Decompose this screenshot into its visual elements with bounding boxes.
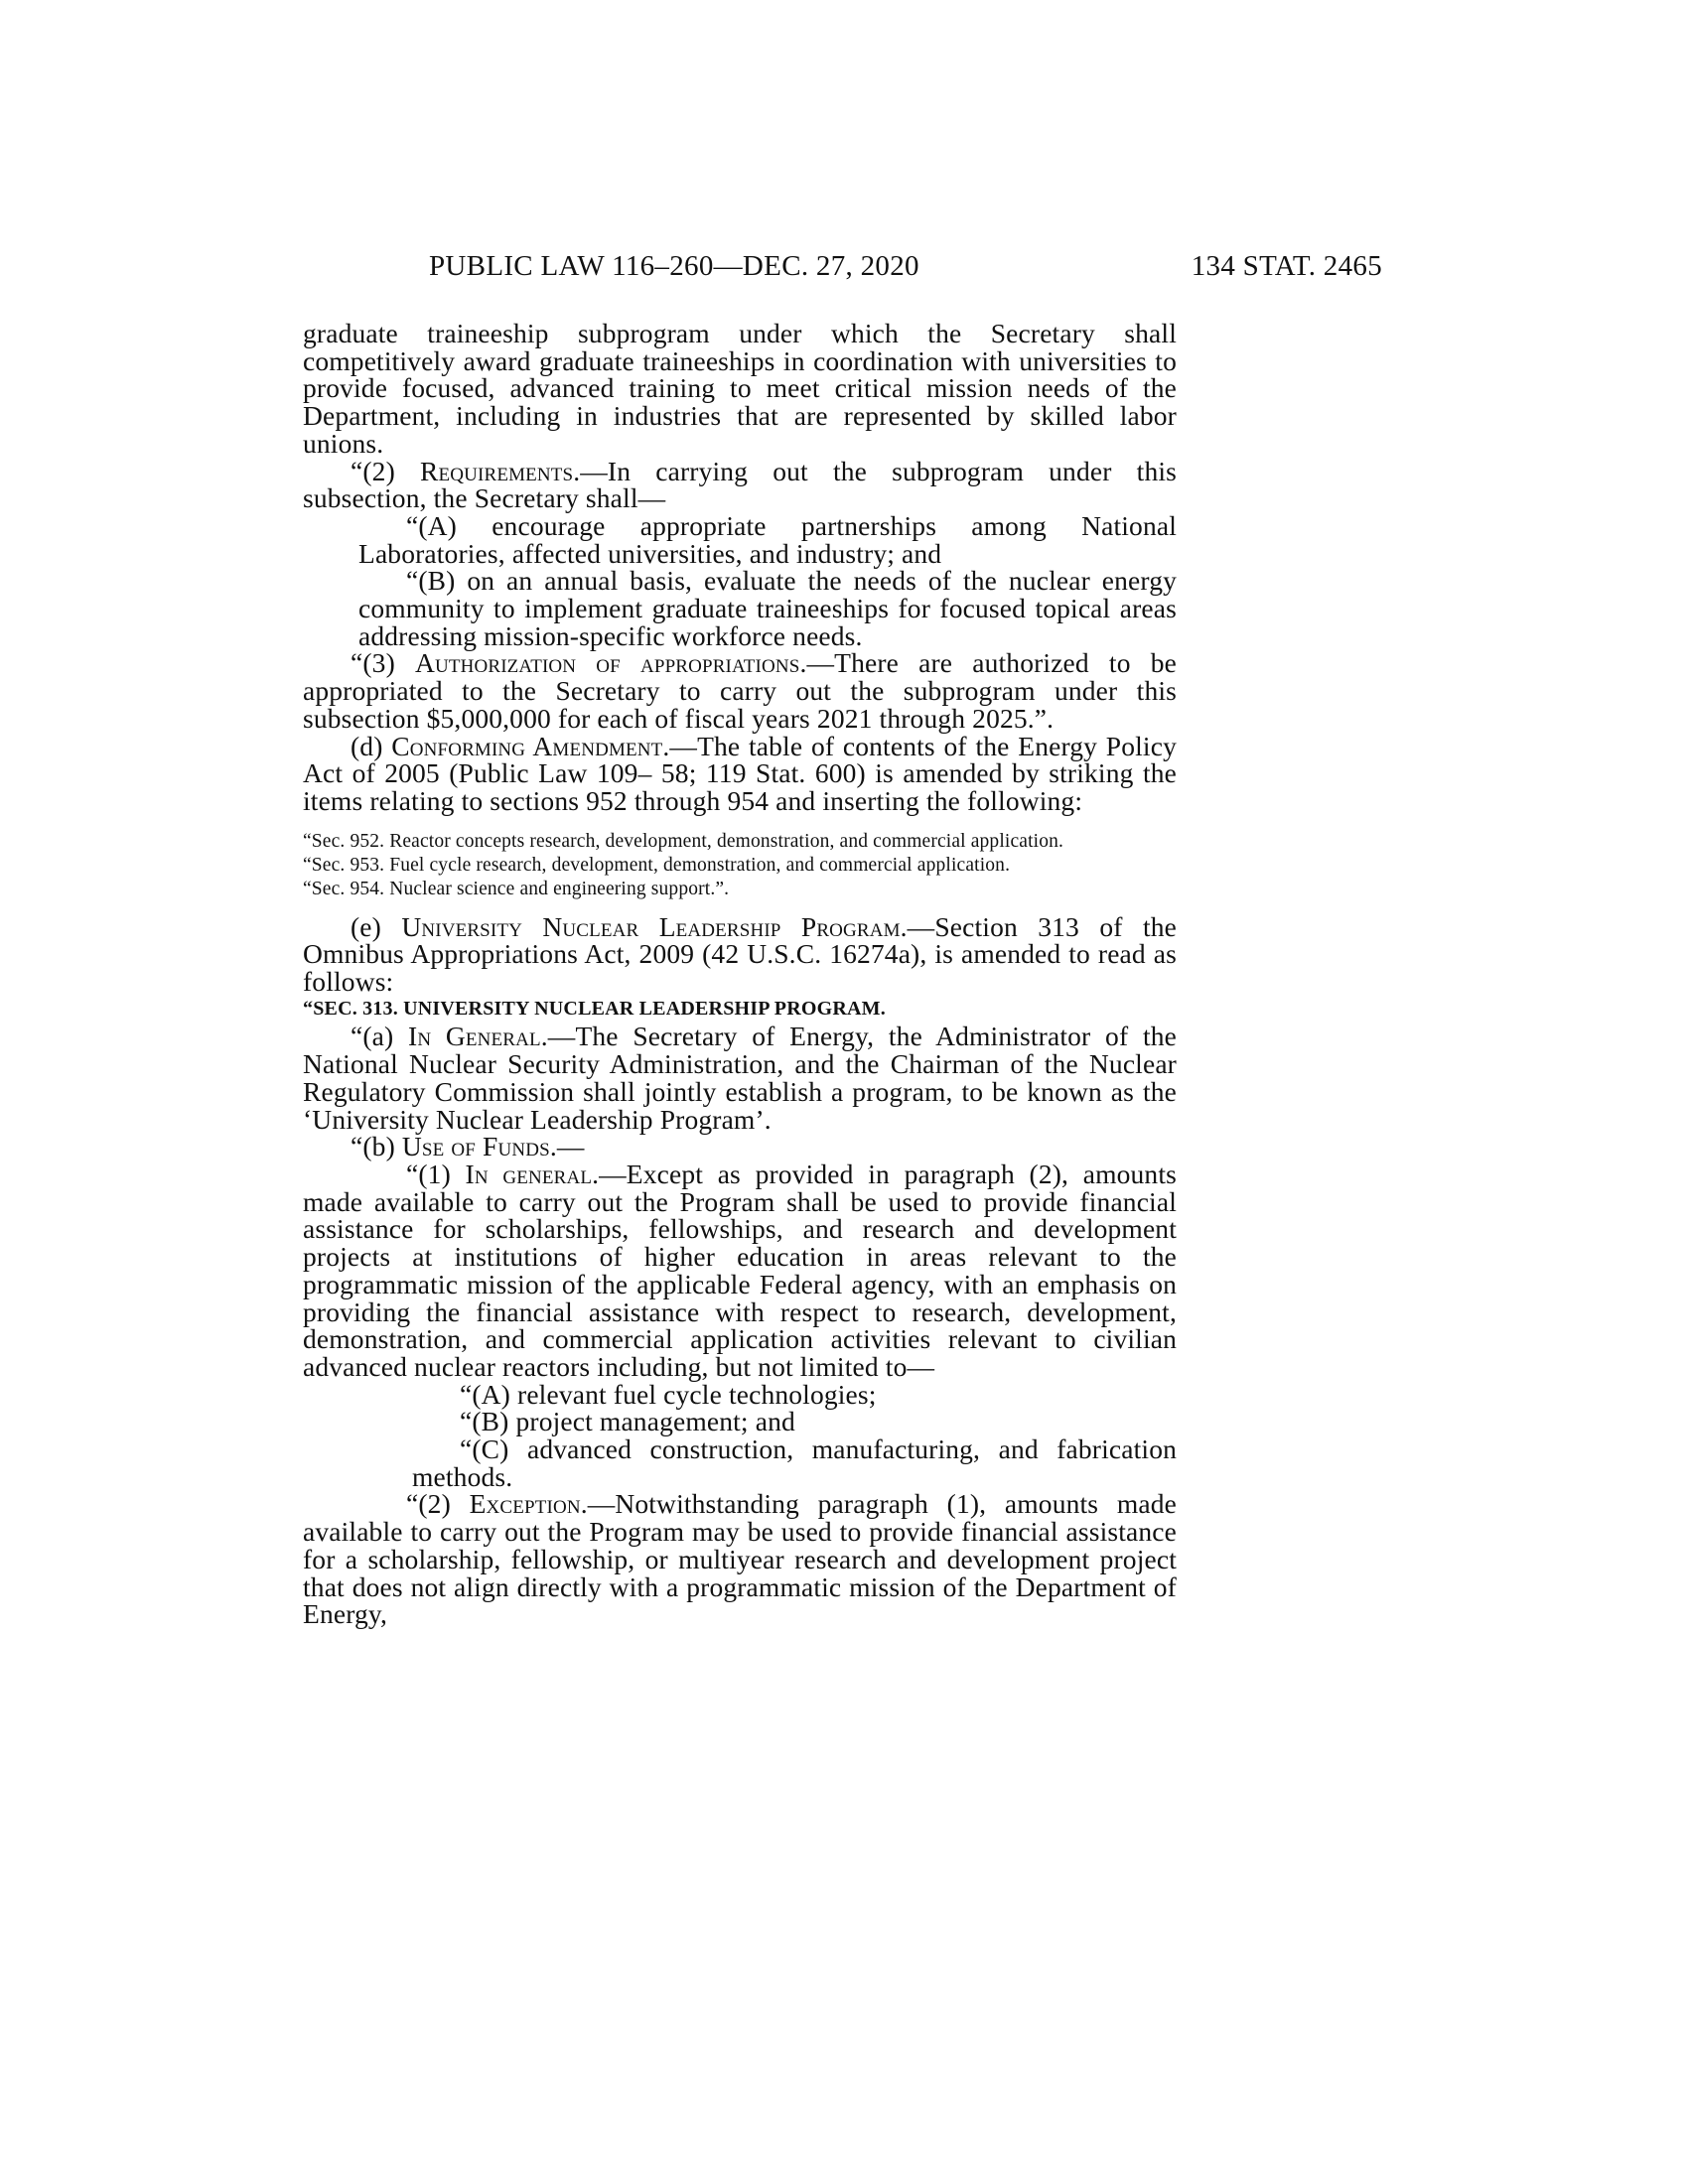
header-stat-page: 134 STAT. 2465 [1191, 250, 1382, 282]
table-of-contents-insert [303, 831, 1177, 899]
subparagraph-b1-a: “(A) relevant fuel cycle technologies; [460, 1378, 877, 1410]
paragraph-number: “(a) [351, 1021, 409, 1052]
paragraph-number: “(2) [406, 1488, 470, 1520]
toc-entry: “Sec. 954. Nuclear science and engineering support.”. [303, 878, 730, 899]
paragraph-text: .—There are authorized to be appropriated to the Secretary to carry out the subprogram under this subsection $5,000,000 for each of fiscal years 2021 through 2025.”. [303, 647, 1177, 734]
paragraph-heading: Requirements [420, 455, 574, 486]
paragraph-text: .—Section 313 of the Omnibus Appropriations Act, 2009 (42 U.S.C. 16274a), is amended to read as follows: [303, 910, 1178, 998]
paragraph-number: “(3) [351, 647, 415, 679]
toc-entry: “Sec. 952. Reactor concepts research, development, demonstration, and commercial application. [303, 830, 1064, 852]
paragraph-heading: In general [465, 1158, 593, 1189]
paragraph-text: .—Except as provided in paragraph (2), amounts made available to carry out the Program shall be used to provide financial assistance for scholarships, fellowships, and research and development projects at institutions of higher education in areas relevant to the programmatic mission of the applicable Federal agency, with an emphasis on providing the financial assistance with respect to research, development, demonstration, and commercial application activities relevant to civilian advanced nuclear reactors including, but not limited to— [303, 1158, 1177, 1382]
subparagraph-b1-c: “(C) advanced construction, manufacturing, and fabrication methods. [412, 1433, 1177, 1492]
paragraph-b1-in-general [303, 1160, 1177, 1381]
paragraph-number: “(2) [351, 455, 421, 486]
subparagraph-b-annual-evaluation: “(B) on an annual basis, evaluate the needs of the nuclear energy community to implement graduate traineeships for focused topical areas addressing mission-specific workforce needs. [358, 565, 1177, 651]
paragraph-heading: University Nuclear Leadership Program [401, 910, 901, 942]
paragraph-heading: In General [408, 1021, 541, 1052]
paragraph-text: .— [549, 1131, 585, 1162]
paragraph-text: .—Notwithstanding paragraph (1), amounts made available to carry out the Program may be used to provide financial assistance for a scholarship, fellowship, or multiyear research and development project that does not align directly with a programmatic mission of the Department of Energy, [303, 1488, 1177, 1630]
paragraph-heading: Use of Funds [401, 1131, 550, 1162]
subsection-a-in-general [303, 1023, 1177, 1133]
header-title: PUBLIC LAW 116–260—DEC. 27, 2020 [429, 250, 919, 282]
paragraph-heading: Authorization of appropriations [415, 647, 800, 679]
subsection-b-use-of-funds [303, 1133, 1177, 1160]
paragraph-number: “(b) [351, 1131, 402, 1162]
subsection-e-leadership-program [303, 910, 1178, 998]
subparagraph-a-partnerships: “(A) encourage appropriate partnerships among National Laboratories, affected universities, and industry; and [358, 509, 1177, 569]
paragraph-authorization [303, 649, 1177, 732]
subsection-d-conforming-amendment [303, 730, 1177, 816]
paragraph-number: (e) [351, 910, 402, 942]
section-heading: “SEC. 313. UNIVERSITY NUCLEAR LEADERSHIP PROGRAM. [303, 997, 886, 1020]
paragraph-b2-exception [303, 1490, 1177, 1628]
paragraph-text: .—The table of contents of the Energy Policy Act of 2005 (Public Law 109– 58; 119 Stat. 600) is amended by striking the items relating to sections 952 through 954 and inserting the following: [303, 730, 1177, 816]
paragraph-text: .—The Secretary of Energy, the Administrator of the National Nuclear Security Administration, and the Chairman of the Nuclear Regulatory Commission shall jointly establish a program, to be known as the ‘University Nuclear Leadership Program’. [303, 1021, 1177, 1135]
paragraph-number: (d) [351, 730, 392, 761]
paragraph-traineeship: graduate traineeship subprogram under which the Secretary shall competitively award graduate traineeships in coordination with universities to provide focused, advanced training to meet critical mission needs of the Department, including in industries that are represented by skilled labor unions. [303, 318, 1177, 459]
subparagraph-b1-b: “(B) project management; and [460, 1406, 795, 1437]
paragraph-text: .—In carrying out the subprogram under this subsection, the Secretary shall— [303, 455, 1178, 514]
paragraph-heading: Exception [469, 1488, 581, 1520]
paragraph-requirements [303, 455, 1178, 514]
paragraph-heading: Conforming Amendment [391, 730, 663, 761]
paragraph-number: “(1) [406, 1158, 466, 1189]
document-body [303, 320, 1177, 1628]
toc-entry: “Sec. 953. Fuel cycle research, development, demonstration, and commercial application. [303, 854, 1011, 876]
